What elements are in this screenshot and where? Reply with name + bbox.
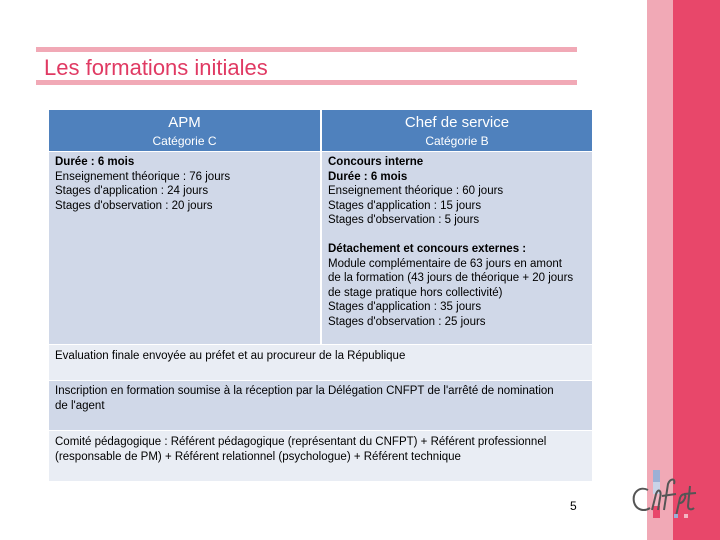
chef-concours-duree: Durée : 6 mois (328, 170, 408, 183)
title-rule-top (36, 47, 577, 52)
inscription-line: de l'agent (55, 399, 105, 412)
page-title: Les formations initiales (44, 55, 268, 80)
title-rule-bottom (36, 80, 577, 85)
chef-detach-line: de la formation (43 jours de théorique + 20 jours (328, 272, 574, 285)
apm-line: Enseignement théorique : 76 jours (55, 170, 231, 183)
row-comite (49, 431, 592, 481)
chef-concours-title: Concours interne (328, 156, 424, 168)
row-evaluation (49, 345, 592, 380)
header-apm-category: Catégorie C (152, 134, 217, 148)
table-header-chef (322, 110, 592, 151)
row-inscription (49, 381, 592, 430)
chef-detach-line: Stages d'observation : 25 jours (328, 315, 486, 328)
cell-chef-details (322, 152, 592, 344)
chef-detach-line: de stage pratique hors collectivité) (328, 286, 503, 299)
evaluation-text: Evaluation finale envoyée au préfet et au procureur de la République (55, 350, 406, 362)
comite-line: (responsable de PM) + Référent relationnel (psychologue) + Référent technique (55, 451, 461, 463)
side-stripe-light (647, 0, 673, 540)
header-chef-title: Chef de service (404, 114, 510, 131)
apm-duree: Durée : 6 mois (55, 156, 135, 168)
chef-detach-title: Détachement et concours externes : (328, 242, 527, 255)
chef-concours-line: Stages d'observation : 5 jours (328, 214, 480, 227)
header-chef-category: Catégorie B (425, 134, 489, 148)
apm-line: Stages d'application : 24 jours (55, 185, 209, 198)
chef-detach-line: Stages d'application : 35 jours (328, 301, 482, 314)
chef-concours-line: Stages d'application : 15 jours (328, 199, 482, 212)
header-apm-title: APM (168, 114, 201, 131)
table-header-apm (49, 110, 320, 151)
apm-line: Stages d'observation : 20 jours (55, 199, 213, 212)
inscription-line: Inscription en formation soumise à la réception par la Délégation CNFPT de l'arrêté de nomination (55, 385, 554, 397)
side-stripe-dark (673, 0, 720, 540)
page-number: 5 (570, 499, 577, 513)
cell-apm-details (49, 152, 320, 344)
cnfpt-logo (626, 470, 706, 522)
chef-concours-line: Enseignement théorique : 60 jours (328, 185, 504, 198)
chef-detach-line: Module complémentaire de 63 jours en amont (328, 257, 562, 270)
comite-line: Comité pédagogique : Référent pédagogique (représentant du CNFPT) + Référent professionnel (55, 436, 547, 448)
